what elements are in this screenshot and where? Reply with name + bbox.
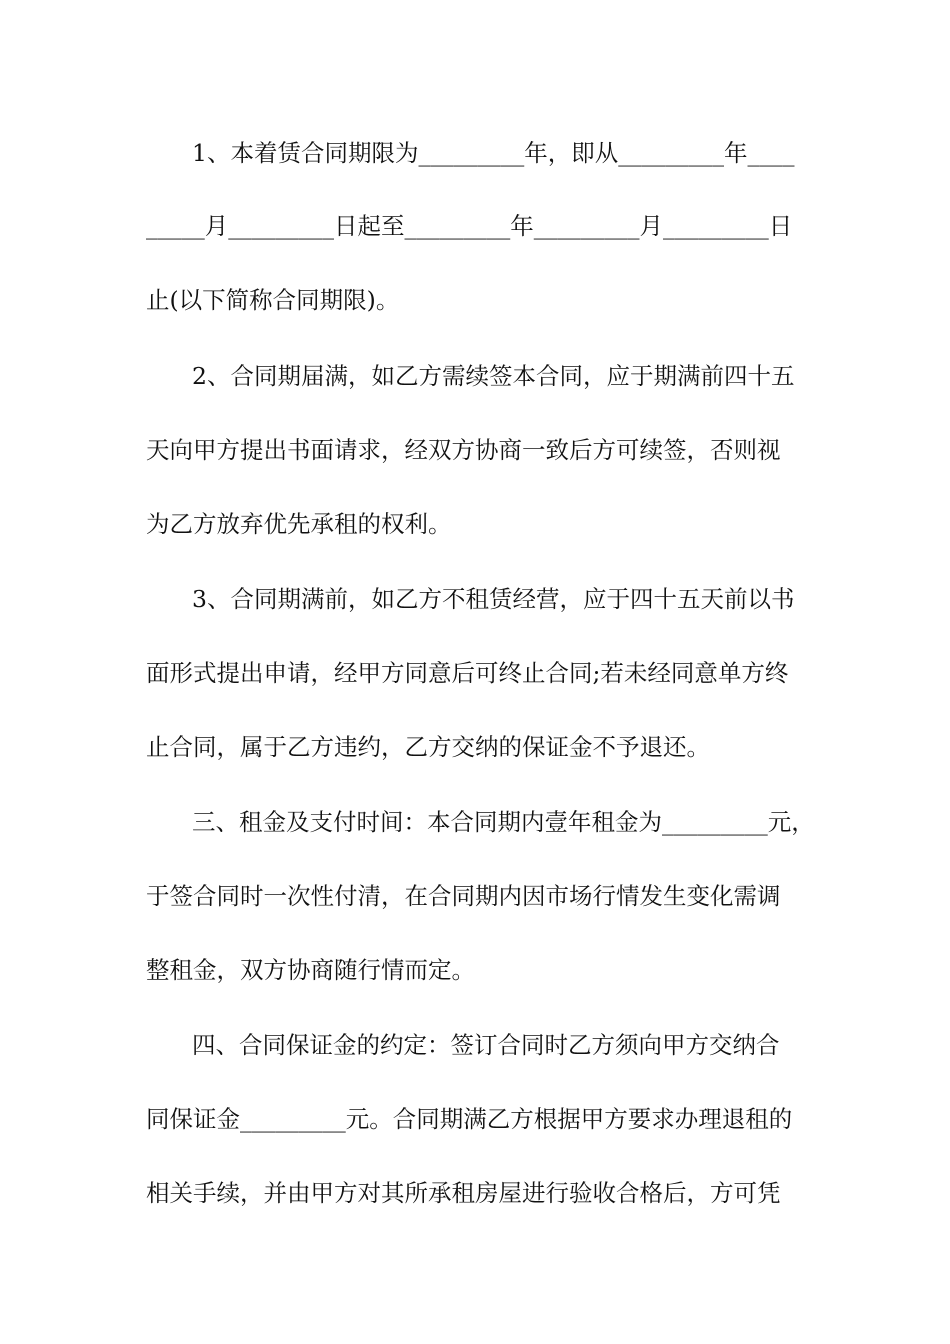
section-4-line-1: 四、合同保证金的约定：签订合同时乙方须向甲方交纳合	[192, 1031, 780, 1059]
section-3-line-2: 于签合同时一次性付清，在合同期内因市场行情发生变化需调	[146, 882, 781, 910]
clause-1-line-3: 止(以下简称合同期限)。	[146, 286, 400, 314]
clause-2-line-1: 2、合同期届满，如乙方需续签本合同，应于期满前四十五	[192, 362, 795, 390]
clause-3-line-3: 止合同，属于乙方违约，乙方交纳的保证金不予退还。	[146, 733, 710, 761]
clause-2-line-2: 天向甲方提出书面请求，经双方协商一致后方可续签，否则视	[146, 436, 781, 464]
clause-1-line-1: 1、本着赁合同期限为_________年，即从_________年____	[192, 139, 795, 167]
clause-3-line-1: 3、合同期满前，如乙方不租赁经营，应于四十五天前以书	[192, 585, 795, 613]
clause-1-line-2: _____月_________日起至_________年_________月_________日	[146, 212, 793, 240]
section-4-line-2: 同保证金_________元。合同期满乙方根据甲方要求办理退租的	[146, 1105, 793, 1133]
clause-2-line-3: 为乙方放弃优先承租的权利。	[146, 510, 452, 538]
section-3-line-1: 三、租金及支付时间：本合同期内壹年租金为_________元，	[192, 808, 815, 836]
section-4-line-3: 相关手续，并由甲方对其所承租房屋进行验收合格后，方可凭	[146, 1179, 781, 1207]
section-3-line-3: 整租金，双方协商随行情而定。	[146, 956, 475, 984]
clause-3-line-2: 面形式提出申请，经甲方同意后可终止合同;若未经同意单方终	[146, 659, 789, 687]
